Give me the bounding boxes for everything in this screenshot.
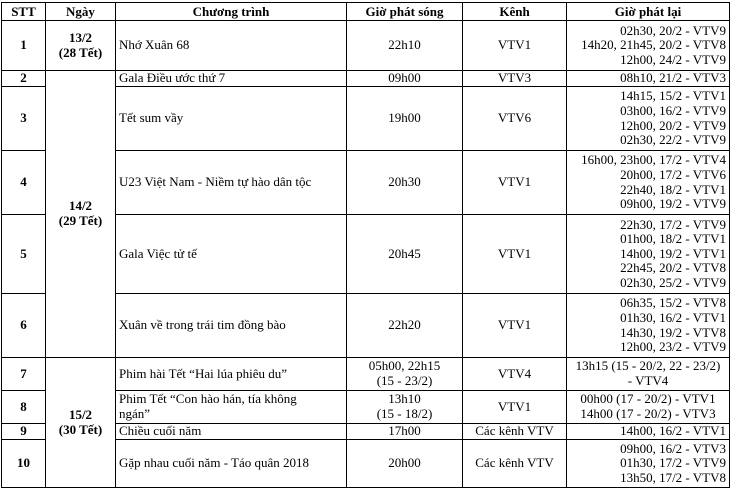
program-cell: Xuân về trong trái tim đồng bào — [116, 294, 347, 358]
stt-cell: 1 — [2, 21, 46, 71]
replay-line: 16h00, 23h00, 17/2 - VTV4 — [581, 152, 726, 168]
day-lunar: (28 Tết) — [58, 44, 103, 60]
program-cell: Phim hài Tết “Hai lúa phiêu du” — [116, 358, 347, 391]
stt-cell: 2 — [2, 71, 46, 87]
channel-cell: VTV1 — [463, 151, 567, 215]
replay-line: 02h30, 25/2 - VTV9 — [620, 274, 726, 290]
airtime-line: 05h00, 22h15 — [368, 358, 441, 374]
replay-line: 22h40, 18/2 - VTV1 — [620, 181, 726, 197]
stt-cell: 9 — [2, 424, 46, 440]
header-row — [2, 3, 730, 21]
airtime-line: 13h10 — [388, 391, 421, 407]
day-date: 13/2 — [68, 29, 93, 45]
replay-cell — [567, 424, 730, 440]
airtime-cell — [347, 215, 463, 294]
header-airtime: Giờ phát sóng — [347, 3, 463, 21]
stt-cell: 4 — [2, 151, 46, 215]
day-date: 15/2 — [68, 406, 93, 422]
replay-line: 22h30, 17/2 - VTV9 — [620, 216, 726, 232]
day-lunar: (29 Tết) — [58, 213, 103, 228]
program-cell: Gặp nhau cuối năm - Táo quân 2018 — [116, 440, 347, 488]
replay-line: 01h30, 16/2 - VTV1 — [620, 309, 726, 325]
replay-line: 12h00, 20/2 - VTV9 — [620, 117, 726, 133]
replay-line: 14h00, 16/2 - VTV1 — [620, 423, 726, 439]
channel-cell: VTV4 — [463, 358, 567, 391]
replay-line: 14h30, 19/2 - VTV8 — [620, 324, 726, 340]
replay-line: 13h50, 17/2 - VTV8 — [620, 469, 726, 485]
day-lunar: (30 Tết) — [58, 421, 103, 437]
channel-cell: Các kênh VTV — [463, 440, 567, 488]
replay-cell — [567, 294, 730, 358]
airtime-cell — [347, 151, 463, 215]
stt-cell: 5 — [2, 215, 46, 294]
header-stt: STT — [2, 3, 46, 21]
program-cell: Gala Điều ước thứ 7 — [116, 71, 347, 87]
replay-line: 14h20, 21h45, 20/2 - VTV8 — [581, 37, 726, 53]
replay-line: 09h00, 19/2 - VTV9 — [620, 196, 726, 212]
replay-line: 12h00, 23/2 - VTV9 — [620, 339, 726, 355]
channel-cell: VTV1 — [463, 21, 567, 71]
channel-cell: VTV1 — [463, 391, 567, 424]
replay-line: 03h00, 16/2 - VTV9 — [620, 102, 726, 118]
program-line: ngán” — [119, 406, 151, 421]
replay-line: 13h15 (15 - 20/2, 22 - 23/2) — [575, 358, 721, 374]
header-program: Chương trình — [116, 3, 347, 21]
airtime-line: 09h00 — [388, 70, 421, 86]
airtime-line: 22h20 — [388, 317, 421, 333]
replay-cell — [567, 391, 730, 424]
replay-line: 02h30, 20/2 - VTV9 — [620, 22, 726, 38]
airtime-cell — [347, 440, 463, 488]
day-cell — [46, 358, 116, 488]
broadcast-schedule-table — [1, 2, 730, 488]
replay-line: 06h35, 15/2 - VTV8 — [620, 295, 726, 311]
airtime-cell — [347, 424, 463, 440]
airtime-line: (15 - 18/2) — [376, 406, 433, 421]
replay-line: - VTV4 — [627, 373, 669, 388]
replay-line: 08h10, 21/2 - VTV3 — [620, 70, 726, 86]
stt-cell: 3 — [2, 87, 46, 151]
replay-line: 14h15, 15/2 - VTV1 — [620, 88, 726, 104]
airtime-cell — [347, 87, 463, 151]
replay-cell — [567, 71, 730, 87]
airtime-cell — [347, 21, 463, 71]
day-cell — [46, 71, 116, 358]
stt-cell: 6 — [2, 294, 46, 358]
stt-cell: 10 — [2, 440, 46, 488]
replay-line: 22h45, 20/2 - VTV8 — [620, 260, 726, 276]
airtime-line: (15 - 23/2) — [376, 373, 433, 388]
airtime-line: 20h30 — [388, 174, 421, 190]
airtime-line: 20h00 — [388, 455, 421, 471]
replay-line: 02h30, 22/2 - VTV9 — [620, 132, 726, 148]
channel-cell: VTV3 — [463, 71, 567, 87]
replay-line: 12h00, 24/2 - VTV9 — [620, 51, 726, 67]
replay-line: 01h00, 18/2 - VTV1 — [620, 231, 726, 247]
airtime-line: 20h45 — [388, 245, 421, 261]
channel-cell: VTV1 — [463, 215, 567, 294]
airtime-cell — [347, 358, 463, 391]
replay-cell — [567, 87, 730, 151]
channel-cell: Các kênh VTV — [463, 424, 567, 440]
replay-line: 14h00, 19/2 - VTV1 — [620, 245, 726, 261]
airtime-cell — [347, 391, 463, 424]
airtime-line: 19h00 — [388, 110, 421, 126]
program-cell: Nhớ Xuân 68 — [116, 21, 347, 71]
table-row — [2, 71, 730, 87]
airtime-cell — [347, 294, 463, 358]
airtime-line: 17h00 — [388, 423, 421, 439]
replay-line: 14h00 (17 - 20/2) - VTV3 — [580, 406, 716, 421]
stt-cell: 8 — [2, 391, 46, 424]
program-cell: Tết sum vầy — [116, 87, 347, 151]
header-replay: Giờ phát lại — [567, 3, 730, 21]
replay-line: 00h00 (17 - 20/2) - VTV1 — [580, 391, 716, 407]
channel-cell: VTV1 — [463, 294, 567, 358]
program-line: Phim Tết “Con hào hán, tía không — [119, 391, 297, 407]
table-row — [2, 21, 730, 71]
replay-line: 01h30, 17/2 - VTV9 — [620, 455, 726, 471]
airtime-line: 22h10 — [388, 37, 421, 53]
replay-line: 09h00, 16/2 - VTV3 — [620, 440, 726, 456]
airtime-cell — [347, 71, 463, 87]
replay-cell — [567, 440, 730, 488]
replay-cell — [567, 151, 730, 215]
program-cell: U23 Việt Nam - Niềm tự hào dân tộc — [116, 151, 347, 215]
day-date: 14/2 — [68, 198, 93, 214]
header-day: Ngày — [46, 3, 116, 21]
replay-cell — [567, 215, 730, 294]
stt-cell: 7 — [2, 358, 46, 391]
replay-cell — [567, 358, 730, 391]
day-cell — [46, 21, 116, 71]
program-cell: Chiều cuối năm — [116, 424, 347, 440]
program-cell — [116, 391, 347, 424]
table-row — [2, 358, 730, 391]
program-cell: Gala Việc tử tế — [116, 215, 347, 294]
header-channel: Kênh — [463, 3, 567, 21]
replay-line: 20h00, 17/2 - VTV6 — [620, 166, 726, 182]
channel-cell: VTV6 — [463, 87, 567, 151]
replay-cell — [567, 21, 730, 71]
